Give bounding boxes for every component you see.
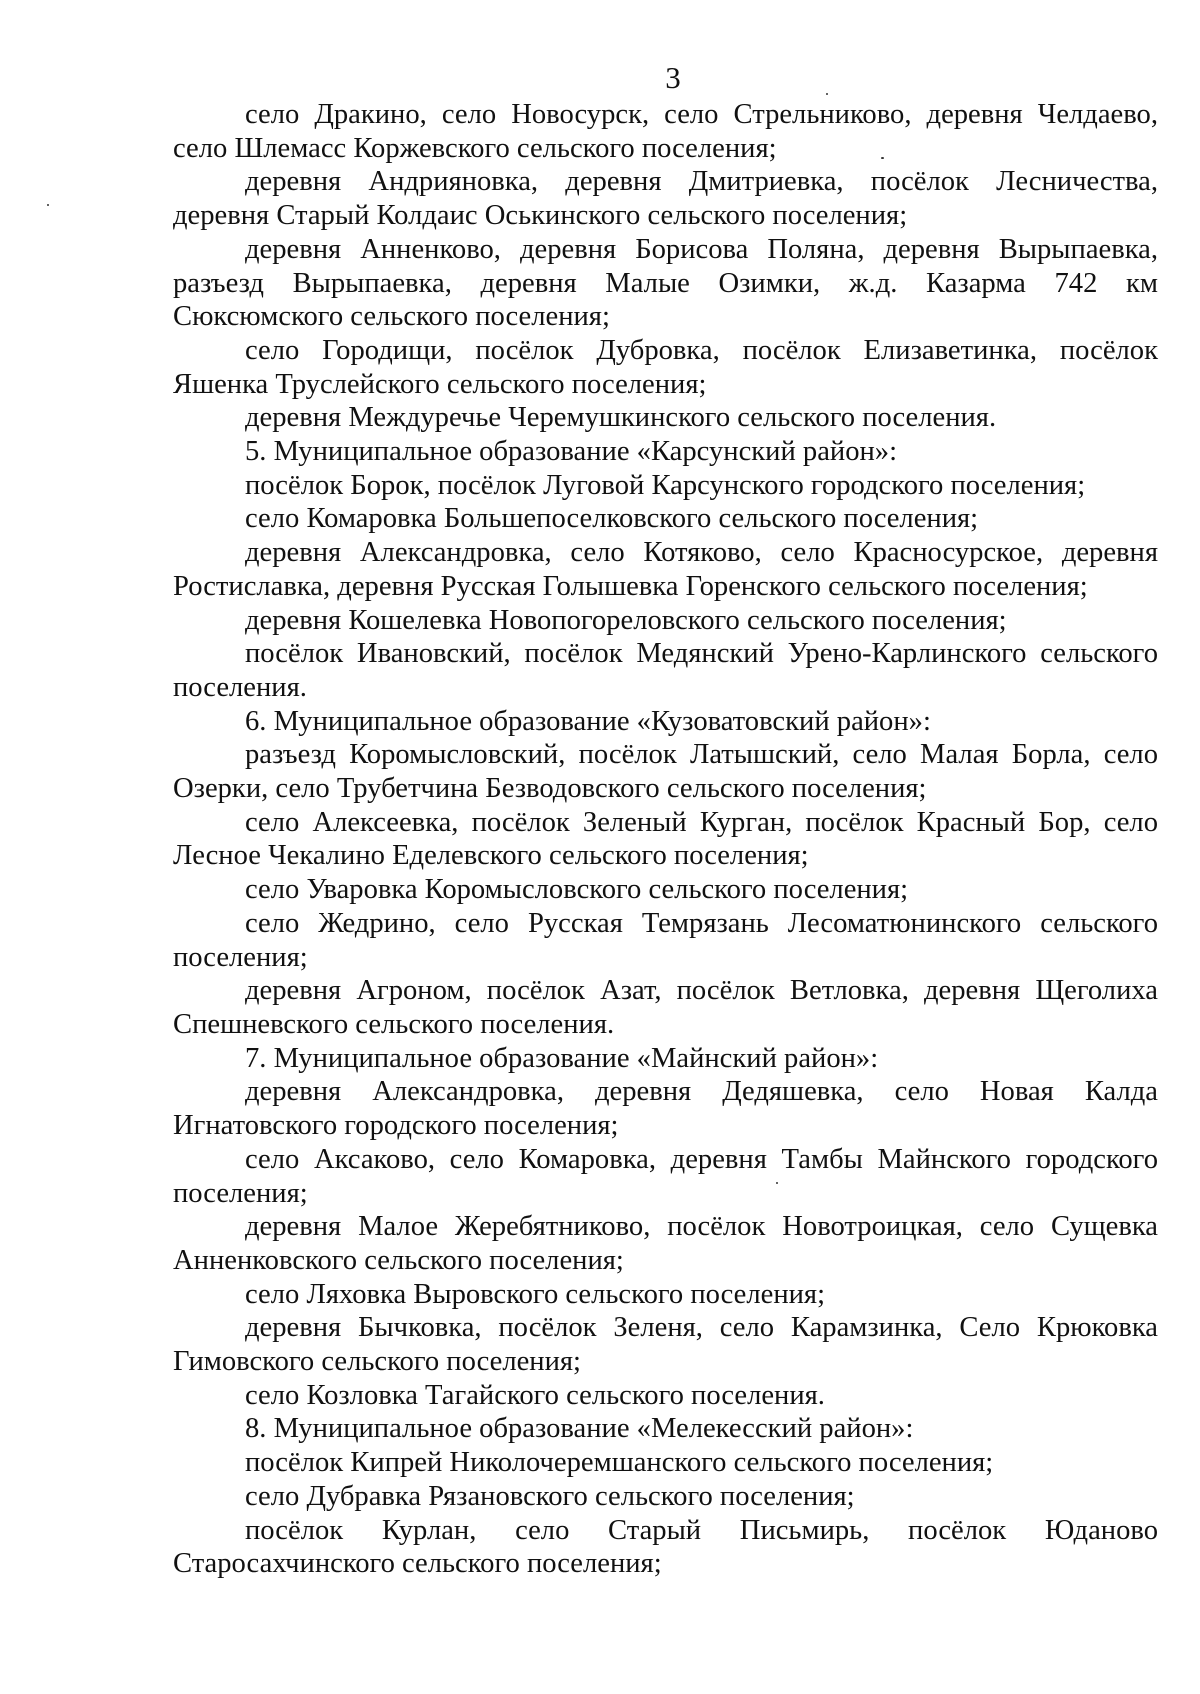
scan-speck — [826, 93, 828, 95]
paragraph: село Уваровка Коромысловского сельского поселения; — [245, 874, 909, 906]
section-heading: 6. Муниципальное образование «Кузоватовский район»: — [245, 705, 931, 737]
paragraph: деревня Агроном, посёлок Азат, посёлок Ветловка, деревня Щеголиха Спешневского сельского поселения. — [173, 975, 1158, 1040]
scan-speck — [47, 204, 49, 206]
paragraph: село Алексеевка, посёлок Зеленый Курган, посёлок Красный Бор, село Лесное Чекалино Еделевского сельского поселения; — [173, 806, 1158, 872]
page-number: 3 — [665, 60, 681, 95]
paragraph: деревня Кошелевка Новопогореловского сельского поселения; — [245, 604, 1007, 636]
paragraph: посёлок Борок, посёлок Луговой Карсунского городского поселения; — [245, 469, 1086, 501]
section-heading: 7. Муниципальное образование «Майнский район»: — [245, 1042, 879, 1074]
paragraph: посёлок Кипрей Николочеремшанского сельского поселения; — [245, 1447, 994, 1479]
paragraph: деревня Андрияновка, деревня Дмитриевка, посёлок Лесничества, деревня Старый Колдаис Оськинского сельского поселения; — [173, 166, 1158, 232]
paragraph: деревня Александровка, село Котяково, село Красносурское, деревня Ростиславка, деревня Русская Голышевка Горенского сельского поселения; — [173, 537, 1158, 602]
paragraph: посёлок Ивановский, посёлок Медянский Урено-Карлинского сельского поселения. — [173, 638, 1158, 703]
paragraph: деревня Малое Жеребятниково, посёлок Новотроицкая, село Сущевка Анненковского сельского поселения; — [173, 1211, 1158, 1276]
paragraph: село Комаровка Большепоселковского сельского поселения; — [245, 503, 979, 535]
section-heading: 8. Муниципальное образование «Мелекесский район»: — [245, 1413, 914, 1445]
section-heading: 5. Муниципальное образование «Карсунский район»: — [245, 436, 898, 468]
paragraph: посёлок Курлан, село Старый Письмирь, посёлок Юданово Старосахчинского сельского поселения; — [173, 1514, 1158, 1580]
paragraph: село Дубравка Рязановского сельского поселения; — [245, 1480, 855, 1512]
paragraph: село Городищи, посёлок Дубровка, посёлок Елизаветинка, посёлок Яшенка Труслейского сельского поселения; — [173, 334, 1158, 400]
paragraph: село Дракино, село Новосурск, село Стрельниково, деревня Челдаево, село Шлемасс Коржевского сельского поселения; — [173, 99, 1158, 164]
document-body — [173, 98, 1158, 1581]
paragraph: село Ляховка Выровского сельского поселения; — [245, 1278, 826, 1310]
paragraph: деревня Междуречье Черемушкинского сельского поселения. — [245, 402, 997, 434]
paragraph: разъезд Коромысловский, посёлок Латышский, село Малая Борла, село Озерки, село Трубетчина Безводовского сельского поселения; — [173, 739, 1158, 805]
paragraph: село Козловка Тагайского сельского поселения. — [245, 1379, 825, 1411]
paragraph: деревня Александровка, деревня Дедяшевка, село Новая Калда Игнатовского городского поселения; — [173, 1076, 1158, 1142]
paragraph: деревня Анненково, деревня Борисова Поляна, деревня Вырыпаевка, разъезд Вырыпаевка, деревня Малые Озимки, ж.д. Казарма 742 км Сюксюмского сельского поселения; — [173, 233, 1158, 333]
paragraph: деревня Бычковка, посёлок Зеленя, село Карамзинка, Село Крюковка Гимовского сельского поселения; — [173, 1312, 1158, 1378]
paragraph: село Аксаково, село Комаровка, деревня Тамбы Майнского городского поселения; — [173, 1143, 1158, 1209]
paragraph: село Жедрино, село Русская Темрязань Лесоматюнинского сельского поселения; — [173, 907, 1158, 973]
